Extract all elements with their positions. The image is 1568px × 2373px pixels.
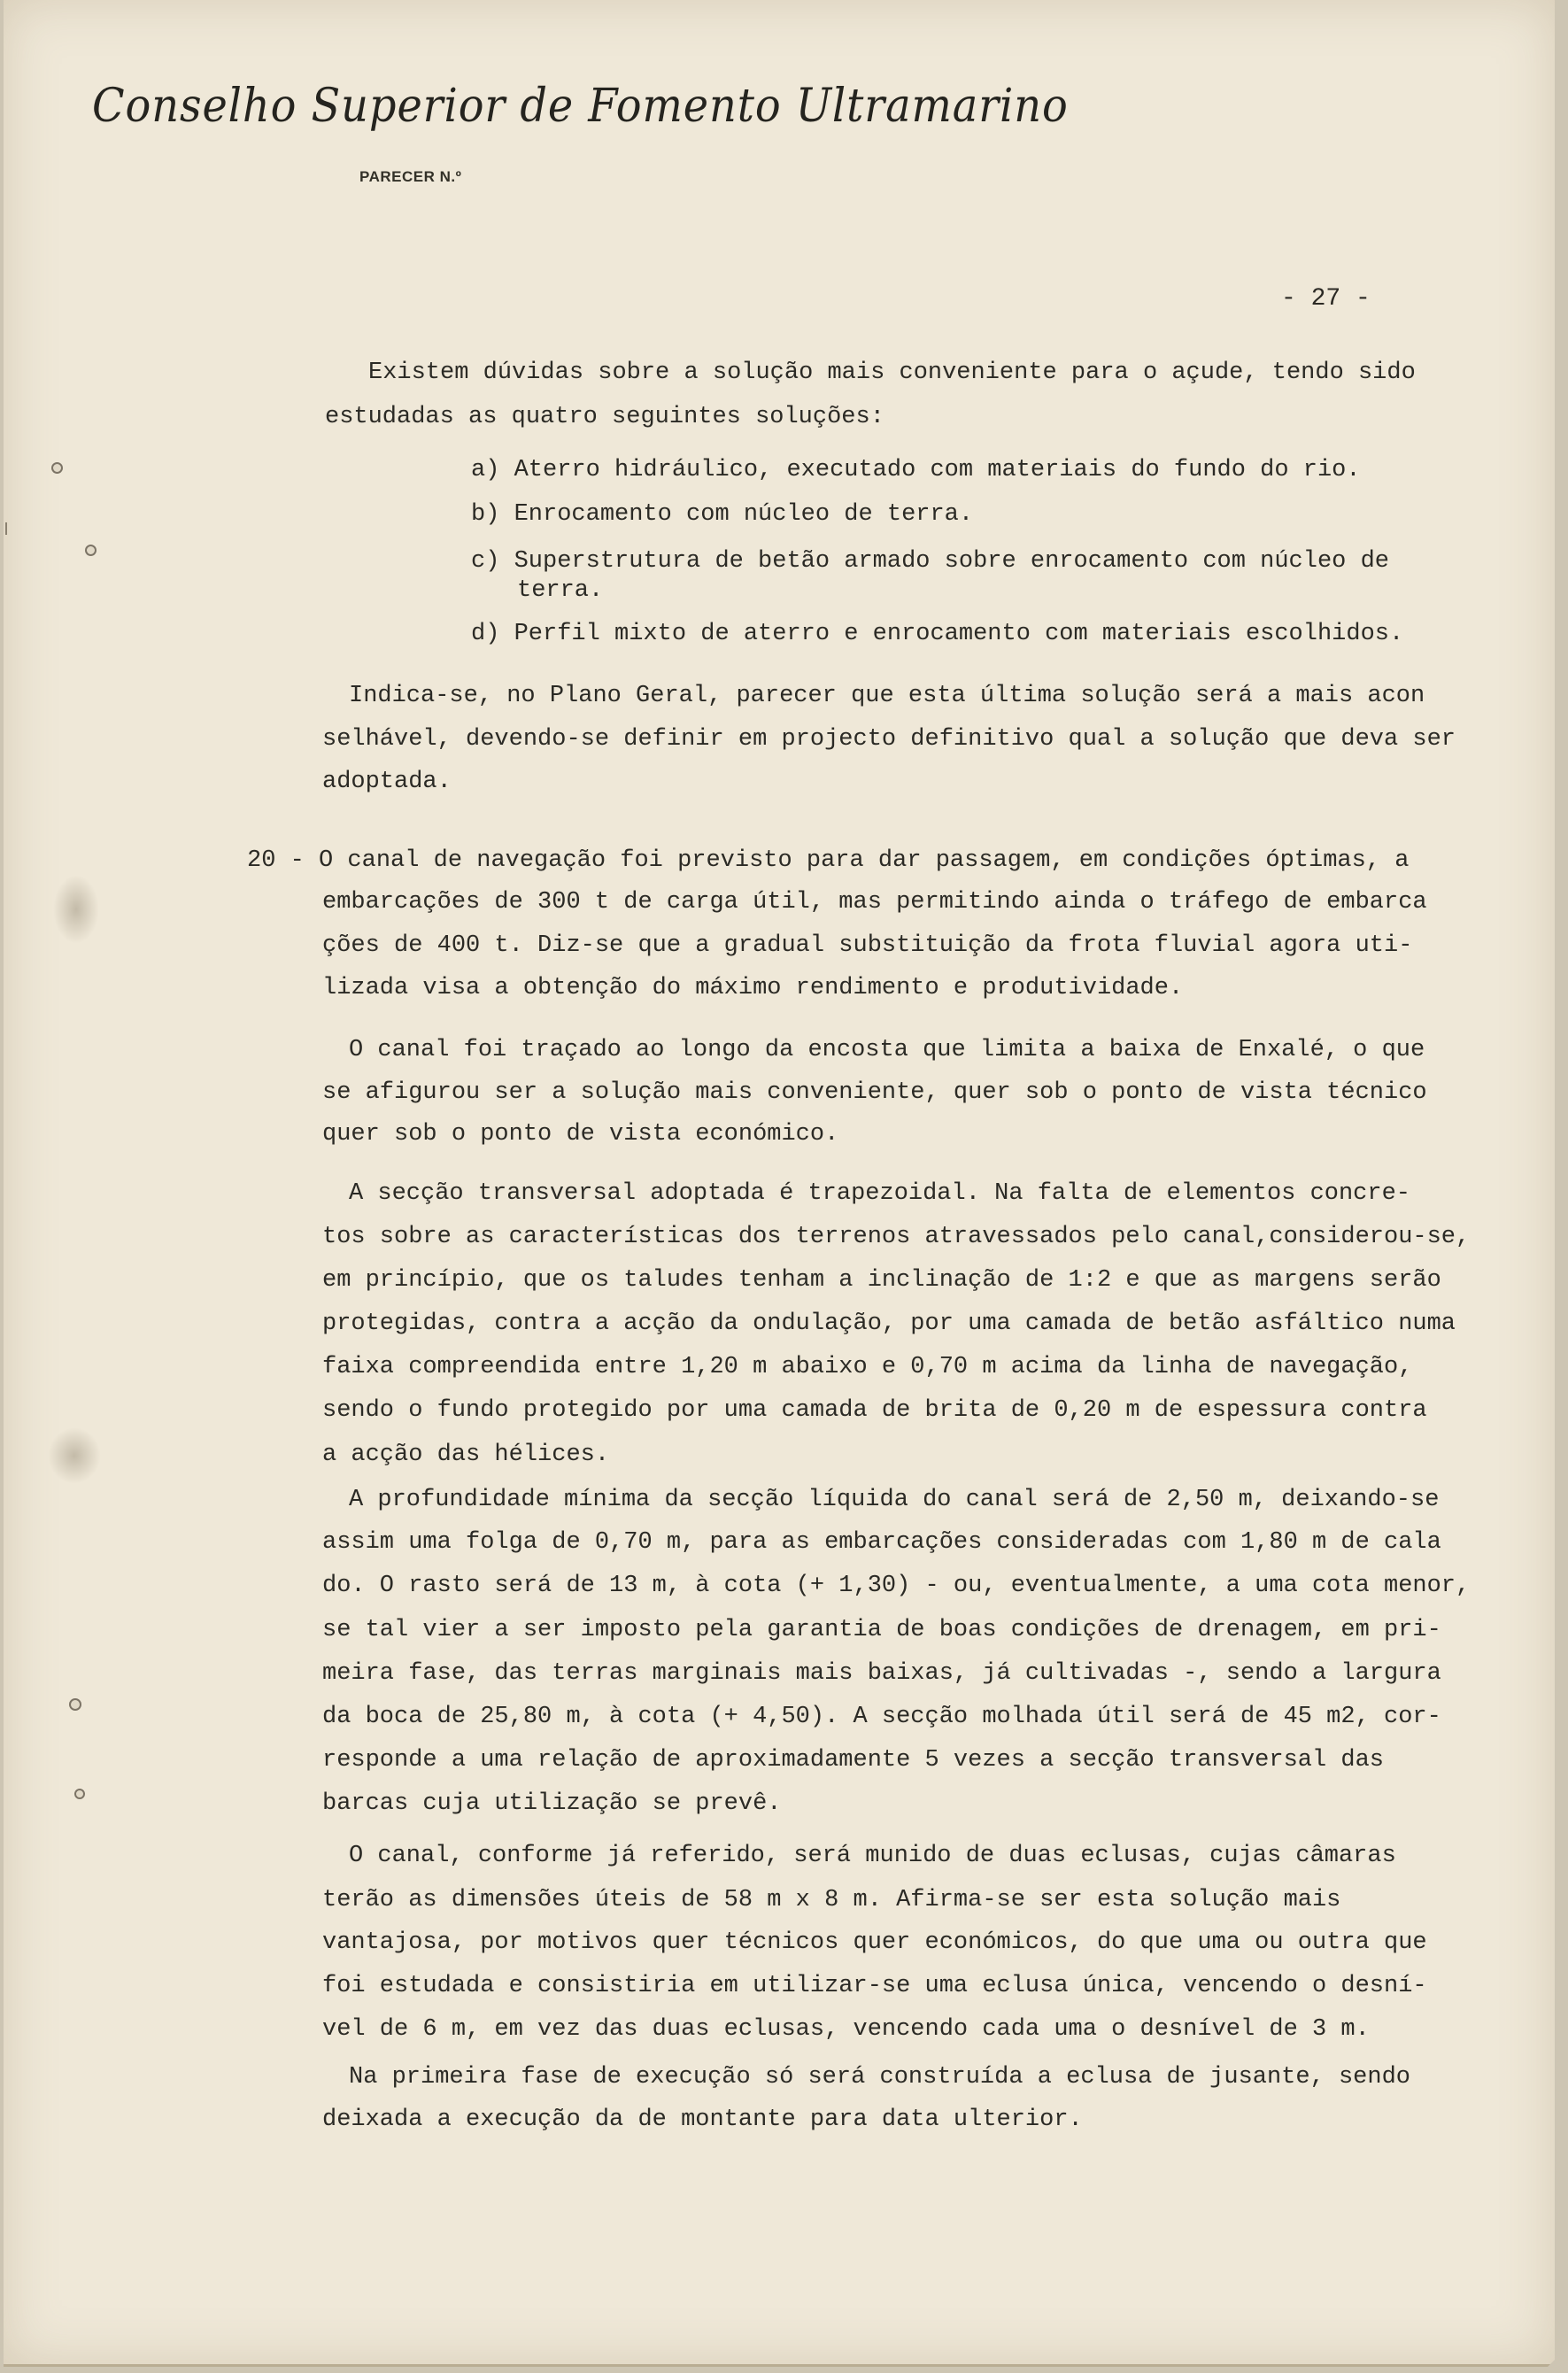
text-line: tos sobre as características dos terrenos atravessados pelo canal,considerou-se, [322,1224,1471,1250]
text-line: selhável, devendo-se definir em projecto definitivo qual a solução que deva ser [322,726,1456,753]
text-line: Indica-se, no Plano Geral, parecer que esta última solução será a mais acon [349,683,1425,709]
text-line: foi estudada e consistiria em utilizar-se uma eclusa única, vencendo o desní- [322,1973,1427,1999]
text-line: barcas cuja utilização se prevê. [322,1790,782,1817]
text-line: b) Enrocamento com núcleo de terra. [471,501,974,528]
binder-hole [51,462,63,474]
text-line: c) Superstrutura de betão armado sobre enrocamento com núcleo de [471,548,1389,575]
text-line: em princípio, que os taludes tenham a inclinação de 1:2 e que as margens serão [322,1267,1441,1294]
text-line: O canal, conforme já referido, será munido de duas eclusas, cujas câmaras [349,1843,1396,1869]
paper-mark [5,522,7,535]
text-line: A secção transversal adoptada é trapezoidal. Na falta de elementos concre- [349,1180,1410,1207]
text-line: ções de 400 t. Diz-se que a gradual substituição da frota fluvial agora uti- [322,932,1413,959]
text-line: faixa compreendida entre 1,20 m abaixo e 0,70 m acima da linha de navegação, [322,1354,1413,1380]
text-line: embarcações de 300 t de carga útil, mas permitindo ainda o tráfego de embarca [322,889,1427,916]
text-line: A profundidade mínima da secção líquida do canal será de 2,50 m, deixando-se [349,1487,1440,1513]
text-line: meira fase, das terras marginais mais baixas, já cultivadas -, sendo a largura [322,1660,1441,1687]
text-line: se tal vier a ser imposto pela garantia de boas condições de drenagem, em pri- [322,1617,1441,1643]
binder-hole [74,1789,85,1799]
text-line: deixada a execução da de montante para data ulterior. [322,2106,1083,2133]
text-line: protegidas, contra a acção da ondulação, por uma camada de betão asfáltico numa [322,1310,1456,1337]
text-line: Existem dúvidas sobre a solução mais conveniente para o açude, tendo sido [368,359,1416,386]
letterhead: Conselho Superior de Fomento Ultramarino [92,80,1069,133]
text-line: assim uma folga de 0,70 m, para as embarcações consideradas com 1,80 m de cala [322,1529,1441,1556]
document-page [4,0,1555,2367]
text-line: O canal foi traçado ao longo da encosta que limita a baixa de Enxalé, o que [349,1037,1425,1063]
text-line: terão as dimensões úteis de 58 m x 8 m. Afirma-se ser esta solução mais [322,1887,1341,1913]
text-line: sendo o fundo protegido por uma camada de brita de 0,20 m de espessura contra [322,1397,1427,1424]
text-line: d) Perfil mixto de aterro e enrocamento com materiais escolhidos. [471,621,1404,647]
text-line: a) Aterro hidráulico, executado com materiais do fundo do rio. [471,457,1361,483]
text-line: vantajosa, por motivos quer técnicos quer económicos, do que uma ou outra que [322,1929,1427,1956]
page-corner-fold [1541,2346,1568,2373]
text-line: 20 - O canal de navegação foi previsto para dar passagem, em condições óptimas, a [247,847,1410,874]
text-line: responde a uma relação de aproximadamente 5 vezes a secção transversal das [322,1747,1384,1774]
binder-hole [69,1698,81,1711]
text-line: lizada visa a obtenção do máximo rendimento e produtividade. [322,975,1184,1001]
text-line: Na primeira fase de execução só será construída a eclusa de jusante, sendo [349,2064,1410,2091]
text-line: vel de 6 m, em vez das duas eclusas, vencendo cada uma o desnível de 3 m. [322,2016,1370,2043]
text-line: terra. [517,577,604,604]
text-line: da boca de 25,80 m, à cota (+ 4,50). A secção molhada útil será de 45 m2, cor- [322,1704,1441,1730]
text-line: quer sob o ponto de vista económico. [322,1121,839,1148]
text-line: se afigurou ser a solução mais conveniente, quer sob o ponto de vista técnico [322,1079,1427,1106]
paper-mark [48,1427,101,1484]
paper-mark [53,875,99,944]
text-line: do. O rasto será de 13 m, à cota (+ 1,30) - ou, eventualmente, a uma cota menor, [322,1573,1471,1599]
parecer-label: PARECER N.º [359,168,462,185]
binder-hole [85,545,97,556]
page-number: - 27 - [1281,285,1371,313]
text-line: a acção das hélices. [322,1442,610,1468]
text-line: estudadas as quatro seguintes soluções: [325,404,884,430]
text-line: adoptada. [322,769,452,795]
